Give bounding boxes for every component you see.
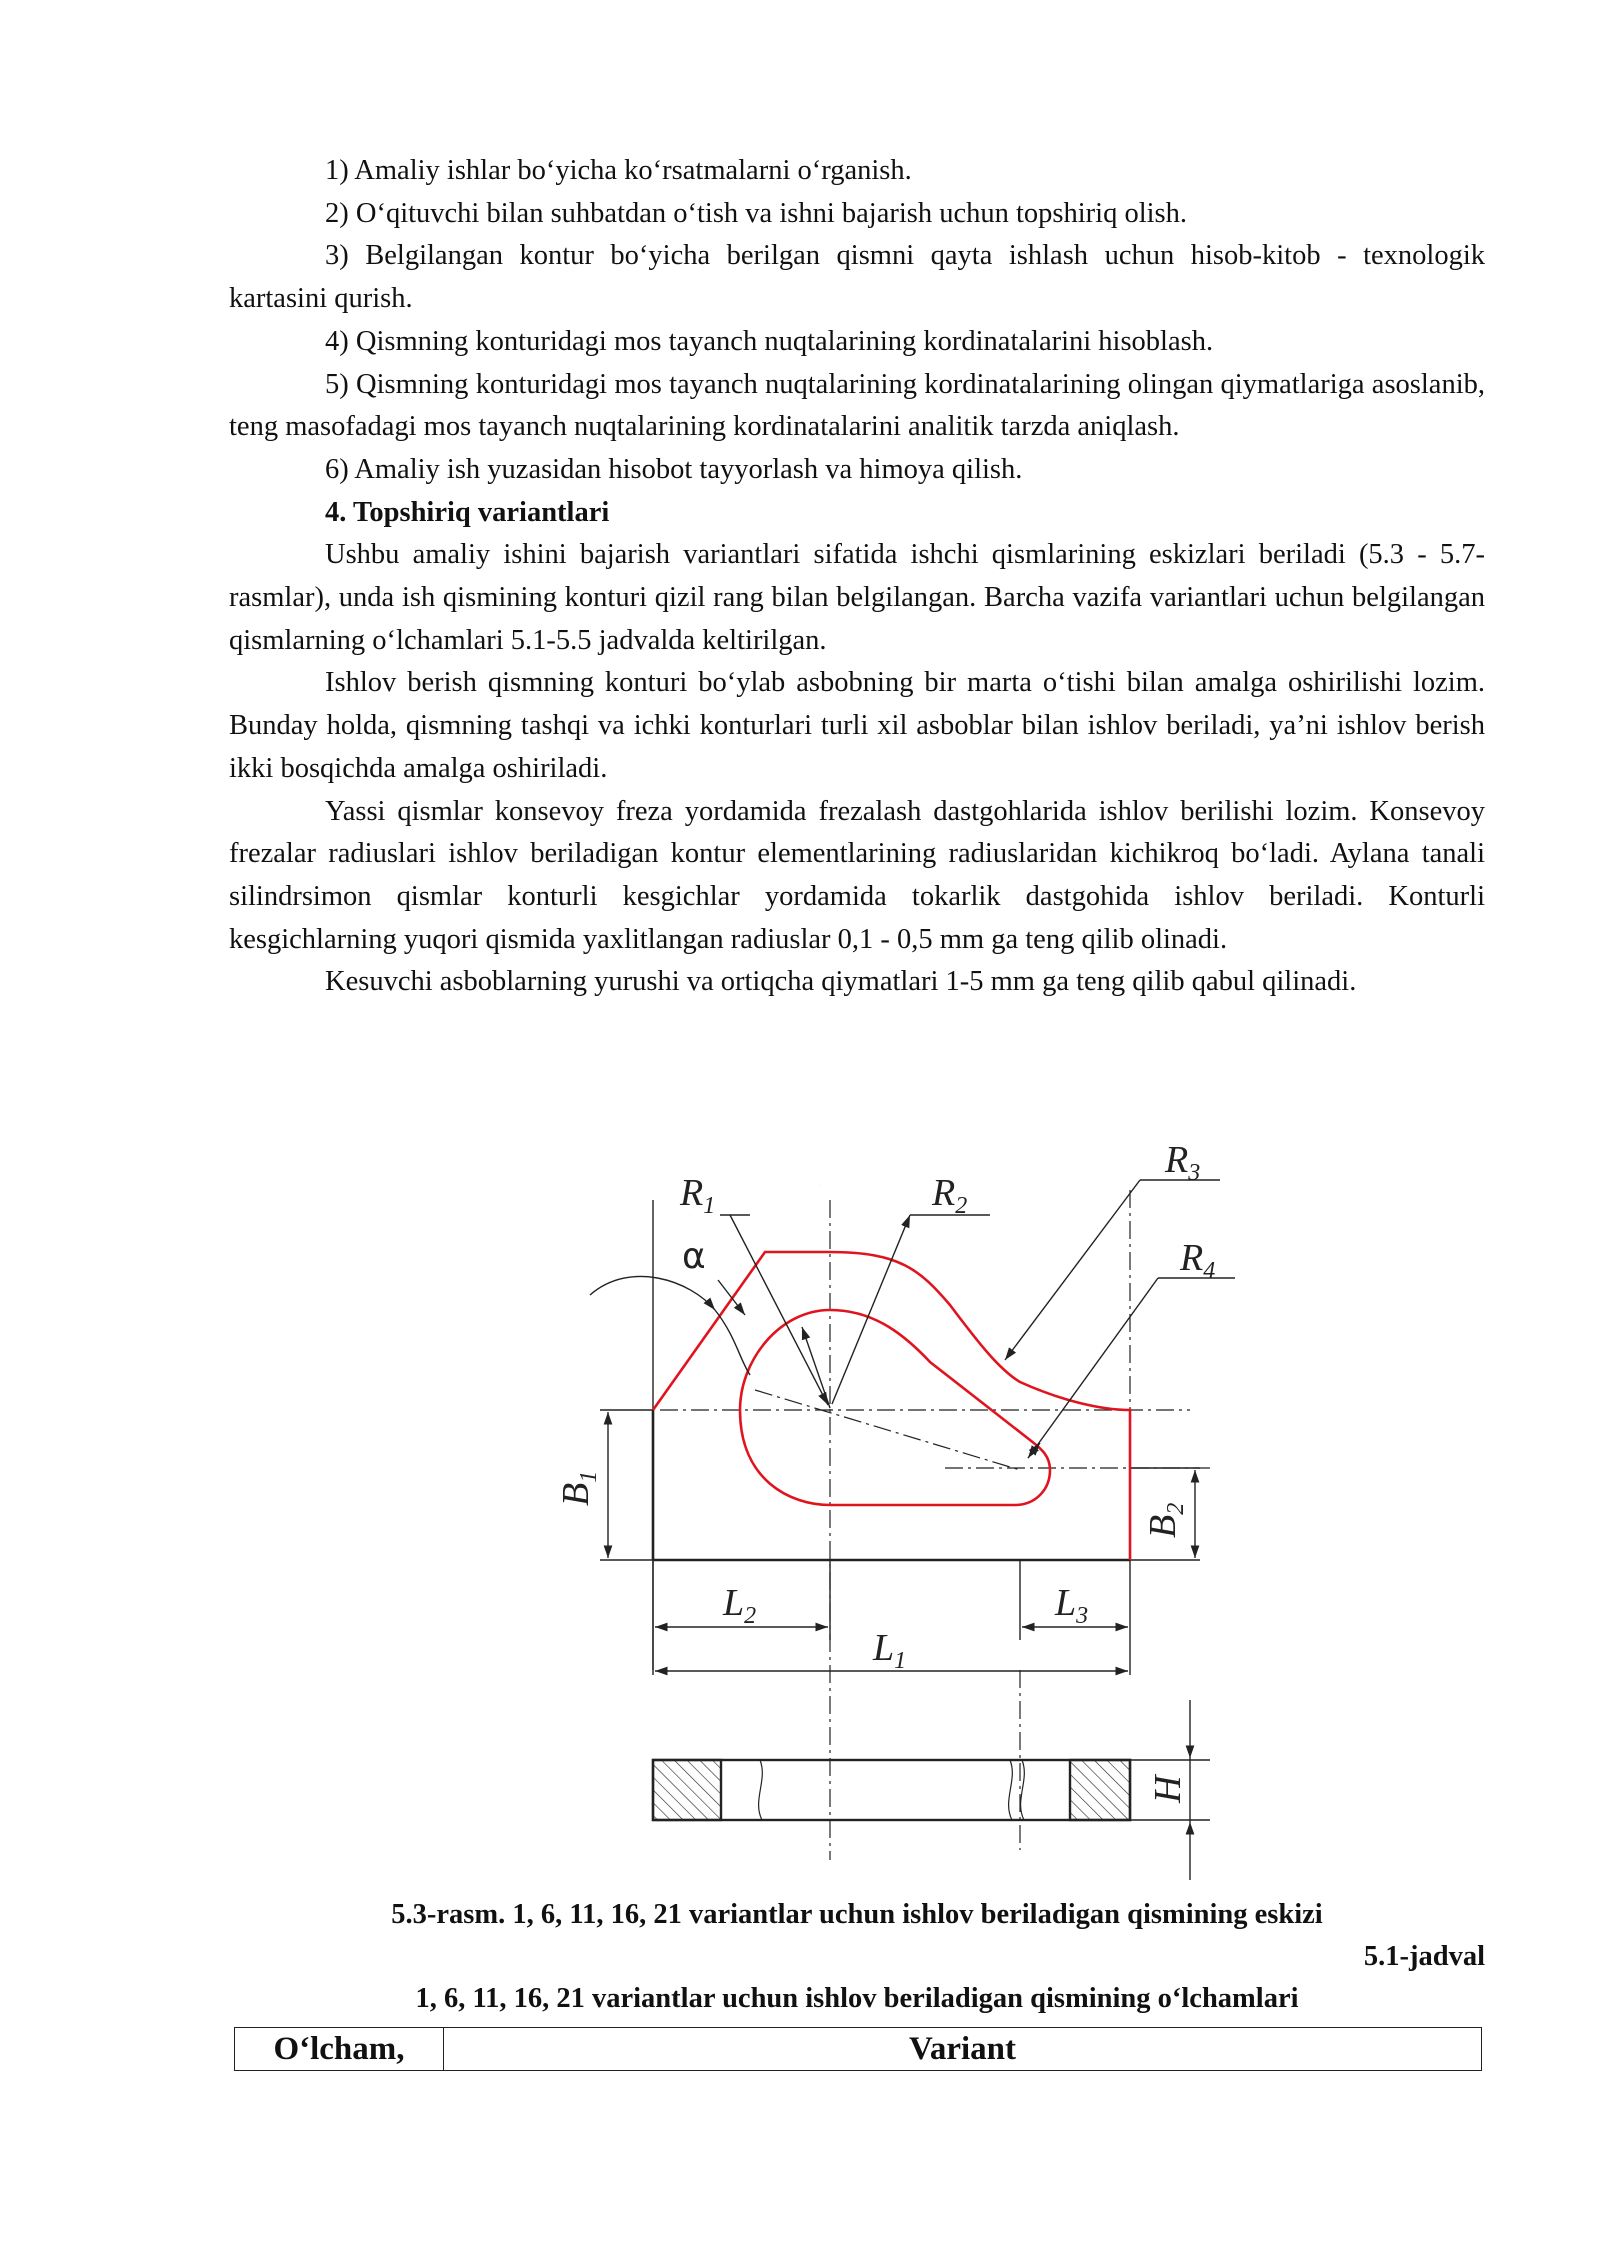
- body-text: [229, 150, 1485, 1004]
- para-allowance: Kesuvchi asboblarning yurushi va ortiqcha qiymatlari 1-5 mm ga teng qilib qabul qilinadi.: [325, 966, 1357, 998]
- dimensions-table: [234, 2027, 1482, 2071]
- drawing-svg: [540, 1130, 1260, 1890]
- step-4: 4) Qismning konturidagi mos tayanch nuqtalarining kordinatalarini hisoblash.: [325, 325, 1214, 357]
- para-variants: Ushbu amaliy ishini bajarish variantlari sifatida ishchi qismlarining eskizlari beriladi (5.3 - 5.7-rasmlar), unda ish qismining konturi qizil rang bilan belgilangan. Barcha vazifa variantlari uchun belgilangan qismlarning o‘lchamlari 5.1-5.5 jadvalda keltirilgan.: [229, 539, 1485, 656]
- step-2: 2) O‘qituvchi bilan suhbatdan o‘tish va ishni bajarish uchun topshiriq olish.: [325, 197, 1188, 229]
- table-header-dimension: O‘lcham,: [235, 2028, 444, 2070]
- step-6: 6) Amaliy ish yuzasidan hisobot tayyorlash va himoya qilish.: [325, 453, 1023, 485]
- figure-caption: 5.3-rasm. 1, 6, 11, 16, 21 variantlar uchun ishlov beriladigan qismining eskizi: [391, 1899, 1323, 1930]
- label-r3: $R_3$: [1165, 1139, 1201, 1186]
- table-header-variant: Variant: [909, 2030, 1016, 2067]
- center-lines: [540, 1130, 1210, 1860]
- section-view: [653, 1760, 1130, 1820]
- label-b1: $B_1$: [555, 1470, 602, 1506]
- para-contour: Ishlov berish qismning konturi bo‘ylab asbobning bir marta o‘tishi bilan amalga oshirilishi lozim. Bunday holda, qismning tashqi va ichki konturlari turli xil asboblar bilan ishlov beriladi, ya’ni ishlov berish ikki bosqichda amalga oshiriladi.: [229, 667, 1485, 784]
- step-5: 5) Qismning konturidagi mos tayanch nuqtalarining kordinatalarining olingan qiymatlariga asoslanib, teng masofadagi mos tayanch nuqtalarining kordinatalarini analitik tarzda aniqlash.: [229, 368, 1485, 443]
- step-1: 1) Amaliy ishlar bo‘yicha ko‘rsatmalarni o‘rganish.: [325, 155, 912, 186]
- label-h: H: [1147, 1775, 1189, 1803]
- label-l1: $L_1$: [873, 1627, 907, 1674]
- table-title: 1, 6, 11, 16, 21 variantlar uchun ishlov beriladigan qismining o‘lchamlari: [415, 1983, 1299, 2014]
- label-r4: $R_4$: [1180, 1237, 1216, 1284]
- label-r1: $R_1$: [680, 1172, 716, 1219]
- label-b2: $B_2$: [1142, 1502, 1189, 1538]
- label-l3: $L_3$: [1055, 1582, 1089, 1629]
- red-contour: [653, 1252, 1130, 1560]
- para-milling: Yassi qismlar konsevoy freza yordamida frezalash dastgohlarida ishlov berilishi lozim. Konsevoy frezalar radiuslari ishlov beriladigan kontur elementlarining radiuslaridan kichikroq bo‘ladi. Aylana tanali silindrsimon qismlar konturli kesgichlar yordamida tokarlik dastgohida ishlov beriladi. Konturli kesgichlarning yuqori qismida yaxlitlangan radiuslar 0,1 - 0,5 mm ga teng qilib olinadi.: [229, 795, 1485, 955]
- table-number: 5.1-jadval: [1363, 1941, 1485, 1972]
- label-r2: $R_2$: [932, 1172, 968, 1219]
- extension-lines: [600, 1200, 1210, 1820]
- label-l2: $L_2$: [723, 1582, 757, 1629]
- step-3: 3) Belgilangan kontur bo‘yicha berilgan qismni qayta ishlash uchun hisob-kitob - texnologik kartasini qurish.: [229, 240, 1485, 315]
- label-alpha: α: [682, 1236, 706, 1277]
- base-outline: [653, 1410, 1130, 1560]
- technical-drawing: [540, 1130, 1260, 1890]
- section-heading: 4. Topshiriq variantlari: [325, 496, 610, 528]
